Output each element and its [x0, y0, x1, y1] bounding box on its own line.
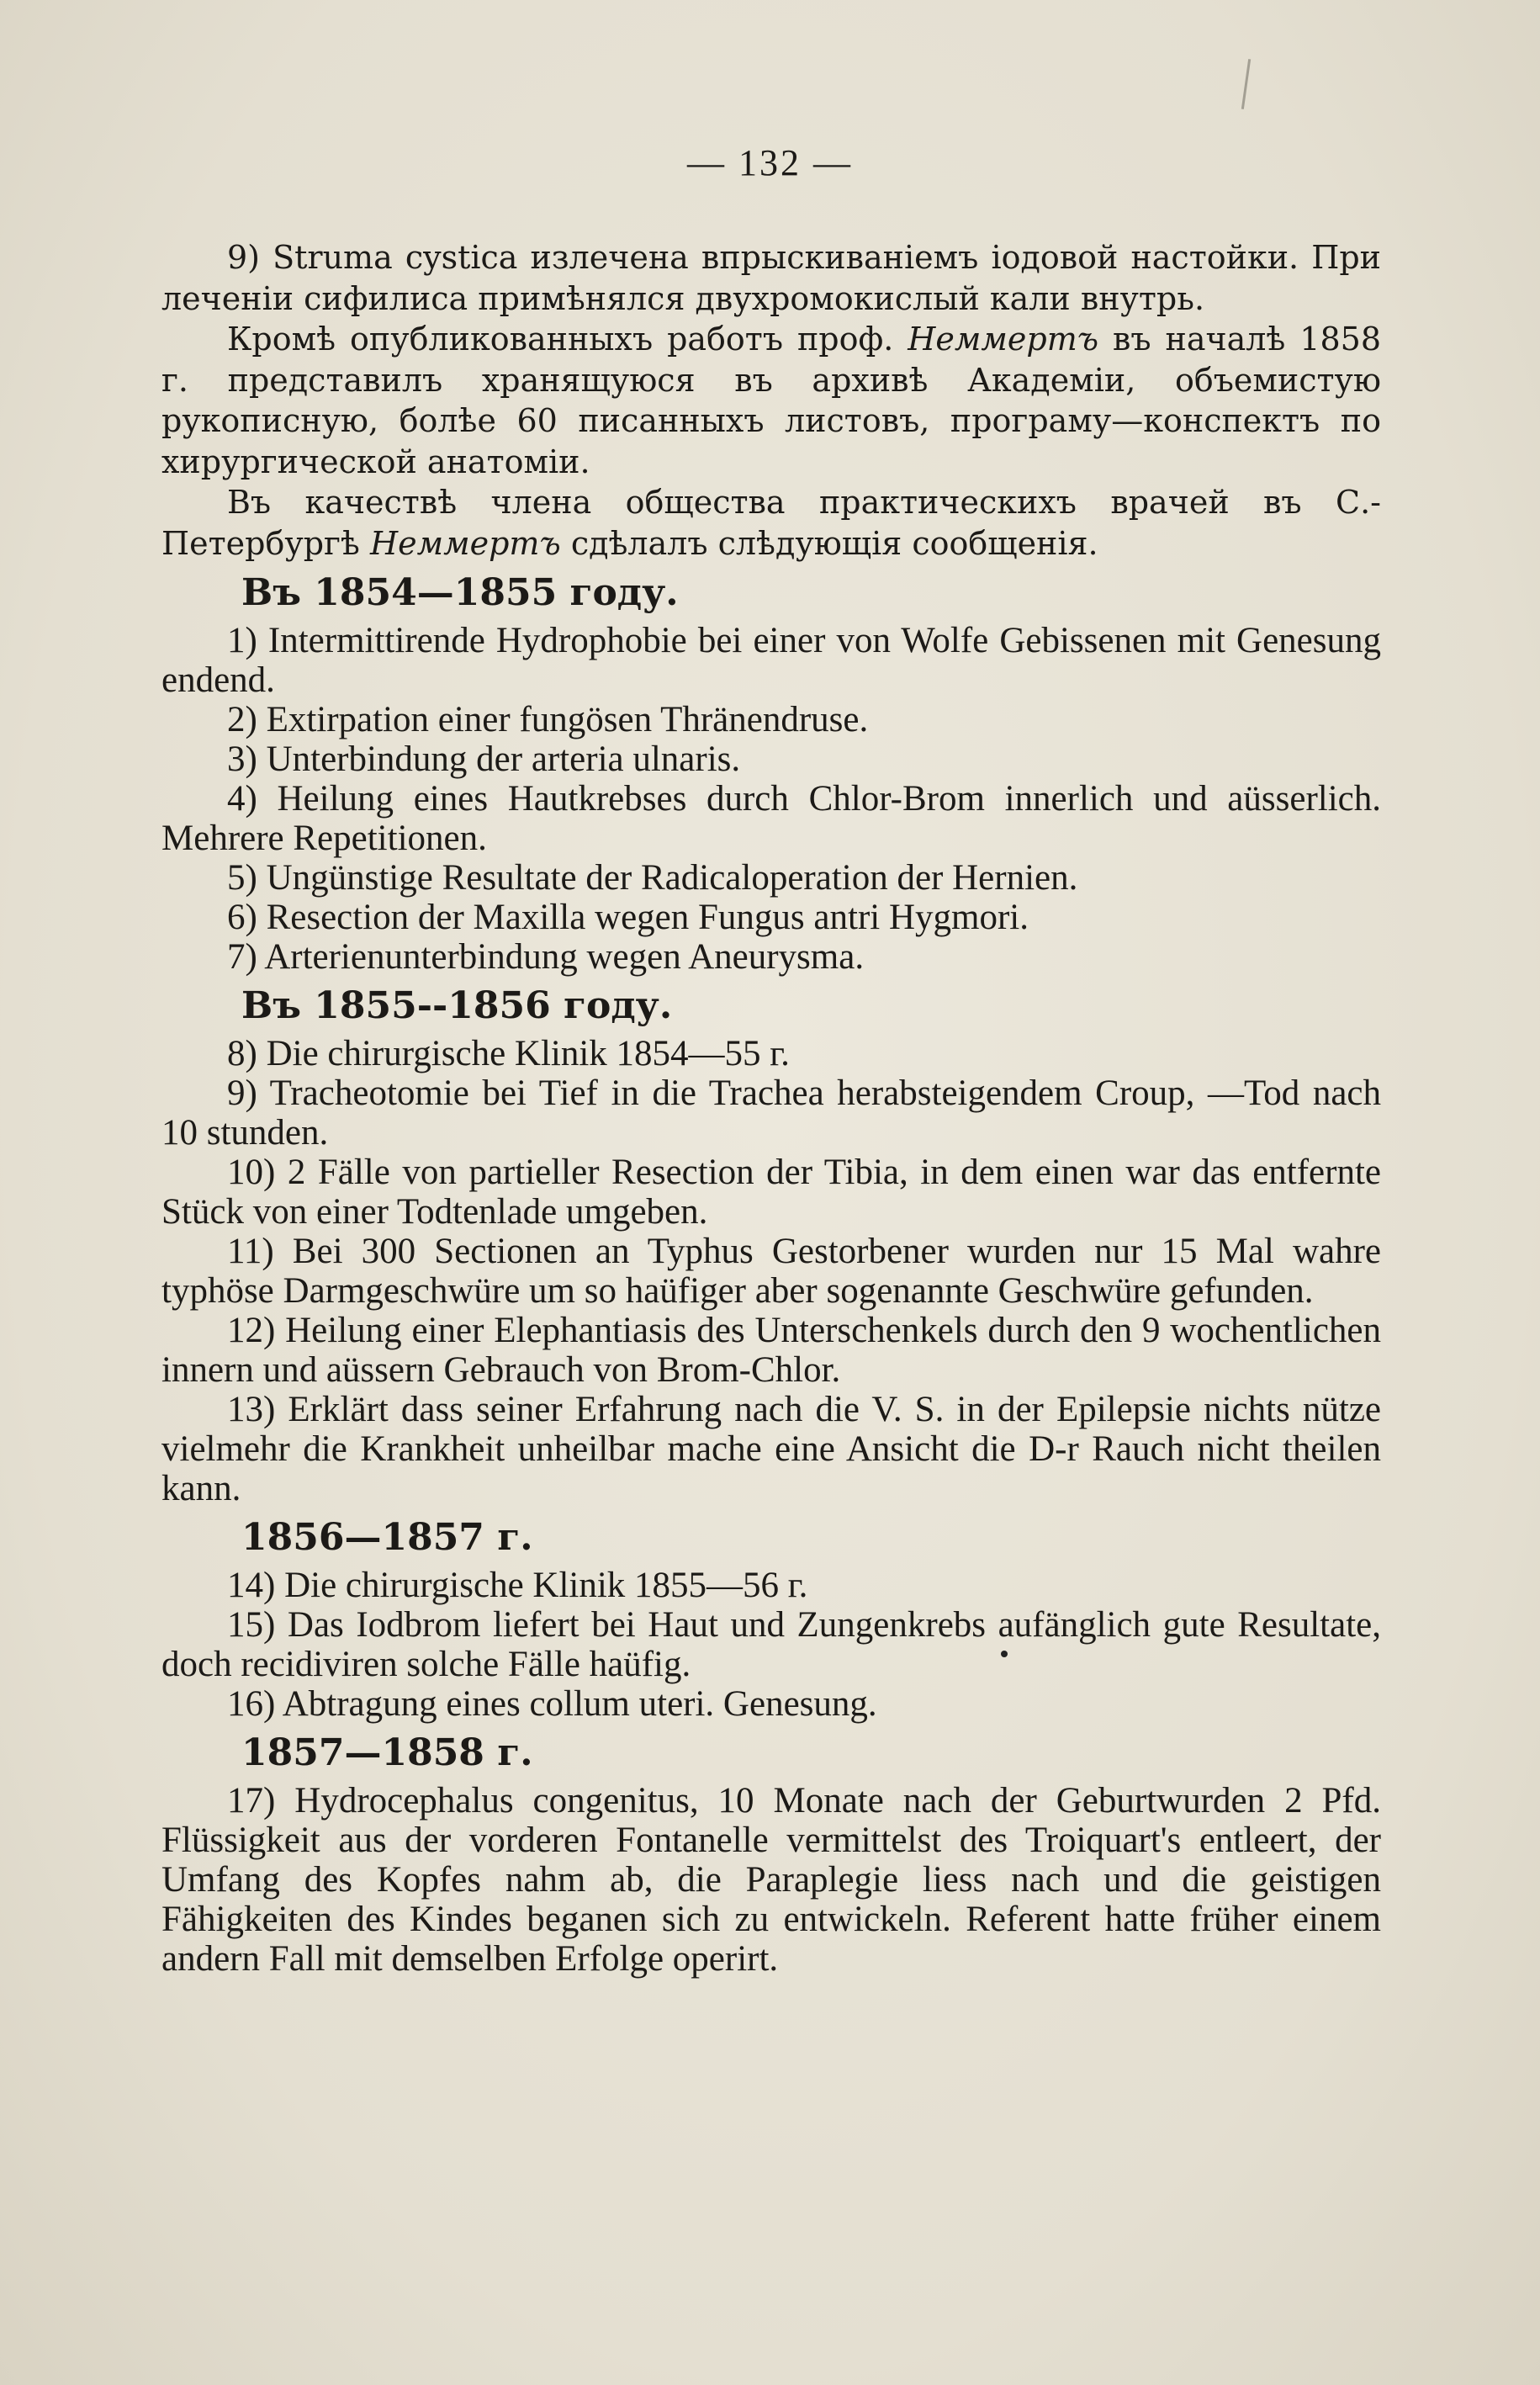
list-item: 7) Arterienunterbindung wegen Aneurysma. — [227, 937, 865, 977]
list-item: 15) Das Iodbrom liefert bei Haut und Zungenkrebs aufänglich gute Resultate, doch recidiviren solche Fälle haüfig. — [161, 1605, 1381, 1684]
paragraph-text: Кромѣ опубликованныхъ работъ проф. — [227, 321, 908, 358]
section-heading-1855: Въ 1855--1856 году. — [241, 984, 673, 1027]
list-item: 17) Hydrocephalus congenitus, 10 Monate nach der Geburtwurden 2 Pfd. Flüssigkeit aus der vorderen Fontanelle vermittelst des Troiquart's entleert, der Umfang des Kopfes nahm ab, die Paraplegie liess nach und die geistigen Fähigkeiten des Kindes beganen sich zu entwickeln. Referent hatte früher einem andern Fall mit demselben Erfolge operirt. — [161, 1781, 1381, 1979]
section-heading-1856: 1856—1857 г. — [241, 1516, 533, 1559]
list-item: 12) Heilung einer Elephantiasis des Unterschenkels durch den 9 wochentlichen innern und aüssern Gebrauch von Brom-Chlor. — [161, 1311, 1381, 1390]
list-item: 2) Extirpation einer fungösen Thränendruse. — [227, 700, 869, 739]
list-item: 11) Bei 300 Sectionen an Typhus Gestorbener wurden nur 15 Mal wahre typhöse Darmgeschwüre um so haüfiger aber sogenannte Geschwüre gefunden. — [161, 1232, 1381, 1311]
paragraph-text: въ началѣ 1858 г. представилъ хранящуюся въ архивѣ Академіи, объемистую рукописную, болѣе 60 писанныхъ листовъ, програму—конспектъ по хирургической анатоміи. — [161, 321, 1381, 480]
list-item: 10) 2 Fälle von partieller Resection der Tibia, in dem einen war das entfernte Stück von einer Todtenlade umgeben. — [161, 1153, 1381, 1232]
pencil-mark — [1241, 59, 1251, 109]
section-heading-1854: Въ 1854—1855 году. — [241, 571, 679, 614]
author-name: Неммертъ — [369, 524, 561, 562]
list-item: 16) Abtragung eines collum uteri. Genesung. — [227, 1684, 877, 1724]
author-name: Неммертъ — [908, 321, 1099, 358]
list-item: 8) Die chirurgische Klinik 1854—55 г. — [227, 1034, 790, 1073]
list-item: 5) Ungünstige Resultate der Radicaloperation der Hernien. — [227, 858, 1078, 898]
ink-dot — [1001, 1651, 1008, 1657]
list-item: 4) Heilung eines Hautkrebses durch Chlor-Brom innerlich und aüsserlich. Mehrere Repetitionen. — [161, 779, 1381, 858]
paragraph-text: Въ качествѣ члена общества практическихъ врачей въ С.-Петербургѣ — [161, 484, 1381, 562]
page-number: — 132 — — [687, 142, 853, 183]
list-item: 9) Tracheotomie bei Tief in die Trachea herabsteigendem Croup, —Tod nach 10 stunden. — [161, 1073, 1381, 1153]
text-block — [161, 237, 1381, 1979]
list-item: 13) Erklärt dass seiner Erfahrung nach die V. S. in der Epilepsie nichts nütze vielmehr die Krankheit unheilbar mache eine Ansicht die D-r Rauch nicht theilen kann. — [161, 1390, 1381, 1508]
list-item: 14) Die chirurgische Klinik 1855—56 г. — [227, 1566, 808, 1605]
list-item: 6) Resection der Maxilla wegen Fungus antri Hygmori. — [227, 898, 1029, 937]
paragraph-struma — [161, 237, 1381, 319]
list-item: 1) Intermittirende Hydrophobie bei einer von Wolfe Gebissenen mit Genesung endend. — [161, 621, 1381, 700]
paragraph-society — [161, 482, 1381, 564]
section-heading-1857: 1857—1858 г. — [241, 1731, 533, 1774]
paragraph-publications — [161, 319, 1381, 482]
paragraph-text: сдѣлалъ слѣдующія сообщенія. — [560, 524, 1098, 562]
paragraph-text: 9) Struma cystica излечена впрыскиваніемъ іодовой настойки. При леченіи сифилиса примѣнялся двухромокислый кали внутрь. — [161, 239, 1381, 317]
list-item: 3) Unterbindung der arteria ulnaris. — [227, 739, 741, 779]
